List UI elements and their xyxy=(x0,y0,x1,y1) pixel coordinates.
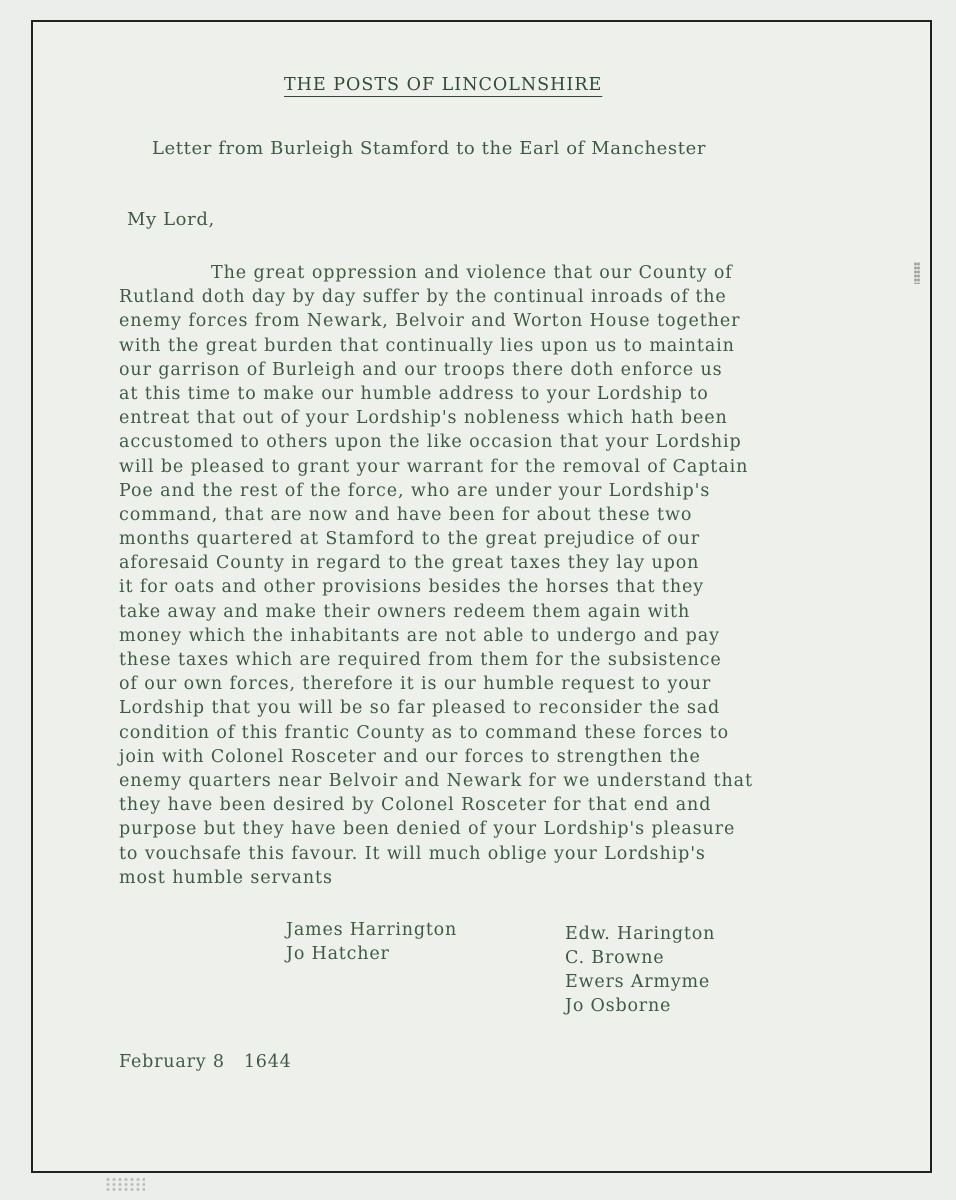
letter-line: entreat that out of your Lordship's nobleness which hath been xyxy=(119,408,728,429)
letter-line: Poe and the rest of the force, who are under your Lordship's xyxy=(119,480,711,501)
letter-line: it for oats and other provisions besides the horses that they xyxy=(119,577,705,598)
signatories-right xyxy=(565,922,715,1018)
letter-line: months quartered at Stamford to the great prejudice of our xyxy=(119,529,701,550)
letter-line: The great oppression and violence that our County of xyxy=(211,263,733,283)
letter-line: money which the inhabitants are not able to undergo and pay xyxy=(119,625,720,646)
letter-line: at this time to make our humble address to your Lordship to xyxy=(119,383,709,404)
letter-line: enemy quarters near Belvoir and Newark for we understand that xyxy=(119,770,753,791)
letter-line: aforesaid County in regard to the great taxes they lay upon xyxy=(119,553,700,574)
letter-line: will be pleased to grant your warrant for the removal of Captain xyxy=(119,456,749,477)
letter-line: join with Colonel Rosceter and our forces to strengthen the xyxy=(119,746,701,767)
letter-line: of our own forces, therefore it is our humble request to your xyxy=(119,674,712,695)
letter-line: enemy forces from Newark, Belvoir and Worton House together xyxy=(119,311,741,332)
signatory-name: Jo Hatcher xyxy=(286,944,390,964)
letter-line: to vouchsafe this favour. It will much oblige your Lordship's xyxy=(119,843,706,864)
letter-body xyxy=(119,261,753,890)
signatories-left xyxy=(286,918,457,966)
signatory-name: James Harrington xyxy=(286,920,458,940)
letter-line: Rutland doth day by day suffer by the continual inroads of the xyxy=(119,287,727,308)
letter-line: most humble servants xyxy=(119,867,333,888)
signatory-name: Ewers Armyme xyxy=(565,972,711,992)
paper-speck xyxy=(105,1177,145,1191)
document-title: THE POSTS OF LINCOLNSHIRE xyxy=(284,75,603,95)
letter-line: accustomed to others upon the like occasion that your Lordship xyxy=(119,432,742,453)
document-subtitle: Letter from Burleigh Stamford to the Earl of Manchester xyxy=(152,138,707,159)
letter-line: take away and make their owners redeem them again with xyxy=(119,601,691,622)
letter-line: purpose but they have been denied of your Lordship's pleasure xyxy=(119,819,736,840)
paper-speck xyxy=(914,262,920,284)
letter-line: they have been desired by Colonel Rosceter for that end and xyxy=(119,795,712,816)
signatory-name: C. Browne xyxy=(565,948,665,968)
letter-line: with the great burden that continually lies upon us to maintain xyxy=(119,335,735,356)
letter-line: command, that are now and have been for about these two xyxy=(119,504,693,525)
letter-line: our garrison of Burleigh and our troops there doth enforce us xyxy=(119,359,723,380)
salutation: My Lord, xyxy=(127,209,215,230)
letter-line: Lordship that you will be so far pleased to reconsider the sad xyxy=(119,698,721,719)
letter-line: condition of this frantic County as to command these forces to xyxy=(119,722,730,743)
letter-date: February 8 1644 xyxy=(119,1052,292,1072)
signatory-name: Jo Osborne xyxy=(565,996,672,1016)
signatory-name: Edw. Harington xyxy=(565,924,716,944)
letter-line: these taxes which are required from them for the subsistence xyxy=(119,650,722,670)
